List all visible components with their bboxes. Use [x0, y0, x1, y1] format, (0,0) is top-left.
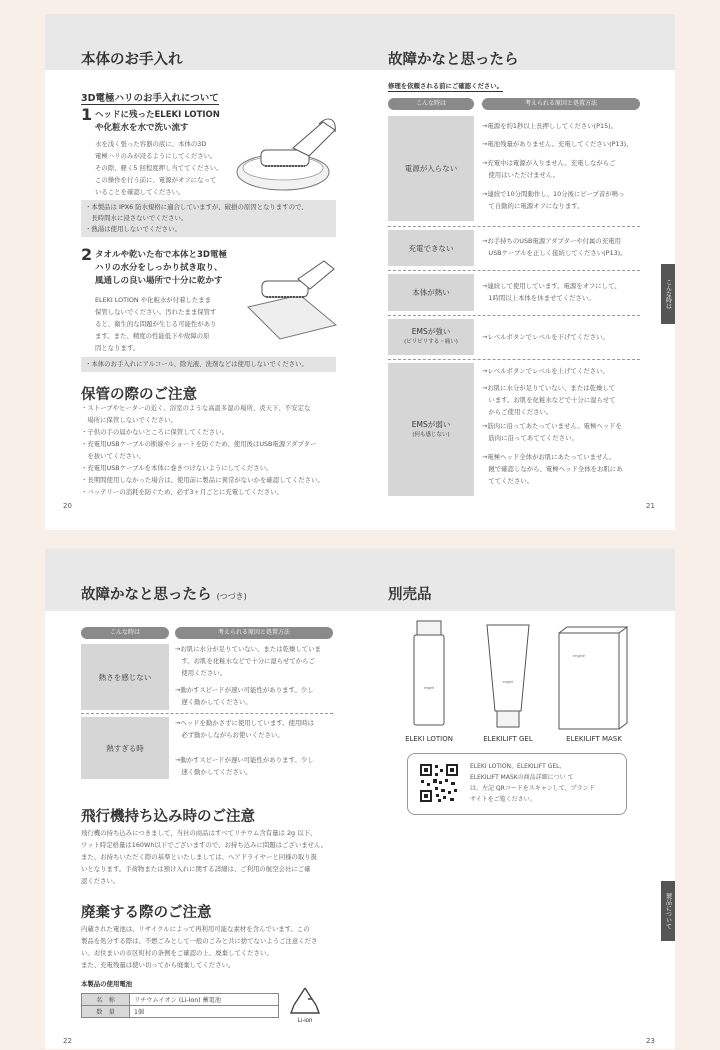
- spread-pages-22-23: [45, 549, 675, 1049]
- table-key: 名 称: [82, 994, 130, 1006]
- column-header: こんな時は: [388, 98, 474, 110]
- row-divider: [81, 713, 333, 714]
- trouble-category: 熱すぎる時: [81, 717, 169, 779]
- step-number: 2: [81, 245, 93, 264]
- section-heading: 3D電極ハリのお手入れについて: [81, 90, 219, 105]
- caution-note: ・本製品は IPX6 防水規格に適合していますが、破損の原因となりますので、 長時間水に浸さないでください。 ・熱湯は使用しないでください。: [81, 200, 336, 237]
- answer-item: →電極ヘッド全体がお肌にあたっていません。 鏡で確認しながら、電極ヘッド全体をお肌にあ ててください。: [482, 453, 623, 485]
- answer-item: →充電中は電源が入りません。充電しながらご 使用はいただけません。: [482, 159, 616, 179]
- product-name: ELEKI LOTION: [405, 735, 453, 743]
- gel-tube-icon: [483, 621, 533, 731]
- trouble-category: EMSが弱い (何も感じない): [388, 363, 474, 496]
- list-item: ・充電用USBケーブルを本体に巻きつけないようにしてください。: [81, 464, 273, 472]
- answer-item: →ヘッドを動かさずに使用しています。使用時は 必ず動かしながらお使いください。: [175, 719, 315, 739]
- answer-item: →レベルボタンでレベルを上げてください。: [482, 367, 609, 375]
- answer-item: →レベルボタンでレベルを下げてください。: [482, 333, 609, 341]
- answer-item: →筋肉に沿ってあたっていません。電極ヘッドを 筋肉に沿ってあててください。: [482, 422, 622, 442]
- step-text: ELEKI LOTION や化粧水が付着したまま 保管しないでください。汚れたまま保管す ると、衛生的な問題が生じる可能性があり ます。また、精度の性能低下や故障の原 因となります。: [95, 296, 217, 352]
- list-item: ・長期間使用しなかった場合は、使用前に製品に異常がないかを確認してください。: [81, 476, 324, 484]
- lead-text: 修理を依頼される前にご確認ください。: [388, 82, 504, 90]
- answer-item: →電池残量がありません。充電してください(P13)。: [482, 140, 633, 148]
- trouble-category: 電源が入らない: [388, 116, 474, 221]
- body-text: 飛行機の持ち込みにつきまして、当社の商品はすべてリチウム含有量は 2g 以下、 ワット時定格量は160Wh以下でございますので、お持ち込みに問題はございません。 また、お持ちいただく際の基準といたしましては、ヘアドライヤーと同様の取り扱 いとなります。手荷物または預け入れに関する詳細は、ご利用の航空会社にご確 認ください。: [81, 829, 328, 885]
- list-item: 場所に保管しないでください。: [81, 416, 177, 424]
- step-number: 1: [81, 105, 93, 124]
- answer-item: →お肌に水分が足りていない、または乾燥していま す。お肌を化粧水などで十分に湿らせてからご 使用ください。: [175, 645, 321, 677]
- qr-code-icon[interactable]: [419, 763, 459, 803]
- row-divider: [388, 359, 640, 360]
- row-divider: [388, 315, 640, 316]
- column-header: こんな時は: [81, 627, 169, 639]
- towel-dry-illustration: [240, 257, 340, 343]
- storage-list: [81, 402, 324, 498]
- step-title: ヘッドに残ったELEKI LOTION や化粧水を水で洗い流す: [95, 110, 220, 133]
- caution-note: ・本体のお手入れにアルコール、除光液、洗剤などは使用しないでください。: [81, 357, 336, 372]
- table-row: [82, 994, 279, 1006]
- body-text: 内蔵された電池は、リサイクルによって再利用可能な素材を含んでいます。この 製品を処分する際は、不燃ごみとして一般のごみと共に捨てないようご注意くださ い。お住まいの市区町村の条例をご確認の上、廃棄してください。 また、充電残量は使い切ってから廃棄してください。: [81, 925, 318, 969]
- answer-item: →お肌に水分が足りていない、または乾燥して います。お肌を化粧水などで十分に湿らせて からご使用ください。: [482, 384, 616, 416]
- list-item: ・ストーブやヒーターの近く、浴室のような高温多湿の場所、炎天下、不安定な: [81, 404, 311, 412]
- side-tab: こんな時は: [661, 264, 675, 324]
- table-row: [82, 1006, 279, 1018]
- product-name: ELEKILIFT GEL: [483, 735, 533, 743]
- brush-wash-illustration: [233, 110, 338, 206]
- recycle-label: Li-ion: [297, 1018, 313, 1023]
- column-header: 考えられる原因と処置方法: [175, 627, 333, 639]
- list-item: を抜いてください。: [81, 452, 145, 460]
- section-heading: 廃棄する際のご注意: [81, 905, 212, 921]
- page-title: 本体のお手入れ: [81, 52, 183, 68]
- step-text: 水を浅く張った容器の底に、本体の3D 電極ハリのみが浸るようにしてください。 その際、軽く5 回程度押し当ててください。 この操作を行う前に、電源がオフになって いることを確認してください。: [95, 140, 223, 196]
- column-header: 考えられる原因と処置方法: [482, 98, 640, 110]
- answer-item: →電源を約1秒以上長押ししてください(P15)。: [482, 122, 618, 130]
- table-key: 数 量: [82, 1006, 130, 1018]
- page-title: 別売品: [388, 587, 432, 603]
- battery-title: 本製品の使用電池: [81, 980, 133, 988]
- section-heading: 保管の際のご注意: [81, 387, 197, 403]
- section-heading: 飛行機持ち込み時のご注意: [81, 809, 255, 825]
- answer-item: →連続して使用しています。電源をオフにして、 1時間以上本体を休ませてください。: [482, 282, 621, 302]
- page-number: 22: [63, 1037, 72, 1045]
- trouble-category: EMSが強い (ピリピリする・痛い): [388, 319, 474, 355]
- product-brand-mark: enginé: [573, 653, 586, 658]
- lotion-bottle-icon: [411, 617, 447, 729]
- trouble-category: 熱さを感じない: [81, 644, 169, 710]
- page-number: 23: [646, 1037, 655, 1045]
- row-divider: [388, 226, 640, 227]
- trouble-category: 本体が熱い: [388, 274, 474, 311]
- table-value: 1個: [130, 1006, 279, 1018]
- answer-item: →お手持ちのUSB電源アダプターや付属の充電用 USBケーブルを正しく接続してください(P13)。: [482, 237, 627, 257]
- list-item: ・バッテリーの消耗を防ぐため、必ず3ヶ月ごとに充電してください。: [81, 488, 283, 496]
- answer-item: →動かすスピードが速い可能性があります。少し 遅く動かしてください。: [175, 686, 314, 706]
- answer-item: →動かすスピードが遅い可能性があります。少し 速く動かしてください。: [175, 756, 314, 776]
- page-number: 21: [646, 502, 655, 510]
- list-item: ・充電用USBケーブルの断線やショートを防ぐため、使用後はUSB電源アダプター: [81, 440, 317, 448]
- spread-pages-20-21: [45, 14, 675, 530]
- mask-box-icon: [555, 625, 631, 733]
- side-tab: 製品について: [661, 881, 675, 941]
- recycle-icon: [289, 985, 321, 1023]
- answer-item: →連続で10分間動作し、10分後にビープ音が鳴っ て自動的に電源オフになります。: [482, 190, 625, 210]
- page-number: 20: [63, 502, 72, 510]
- qr-info-text: ELEKI LOTION、ELEKILIFT GEL、 ELEKILIFT MASKの商品詳細につい て は、左記 QRコードをスキャンして、ブランド サイトをご覧ください。: [470, 763, 595, 803]
- product-brand-mark: enginé: [502, 680, 514, 684]
- table-value: リチウムイオン (Li-Ion) 蓄電池: [130, 994, 279, 1006]
- list-item: ・子供の手の届かないところに保管してください。: [81, 428, 228, 436]
- product-name: ELEKILIFT MASK: [566, 735, 622, 743]
- product-brand-mark: enginé: [423, 686, 435, 690]
- step-title: タオルや乾いた布で本体と3D電極 ハリの水分をしっかり拭き取り、 風通しの良い場所で十分に乾かす: [95, 250, 227, 286]
- page-title: 故障かなと思ったら (つづき): [81, 587, 247, 603]
- row-divider: [388, 270, 640, 271]
- trouble-category: 充電できない: [388, 230, 474, 266]
- page-title: 故障かなと思ったら: [388, 52, 519, 68]
- battery-table: [81, 993, 279, 1018]
